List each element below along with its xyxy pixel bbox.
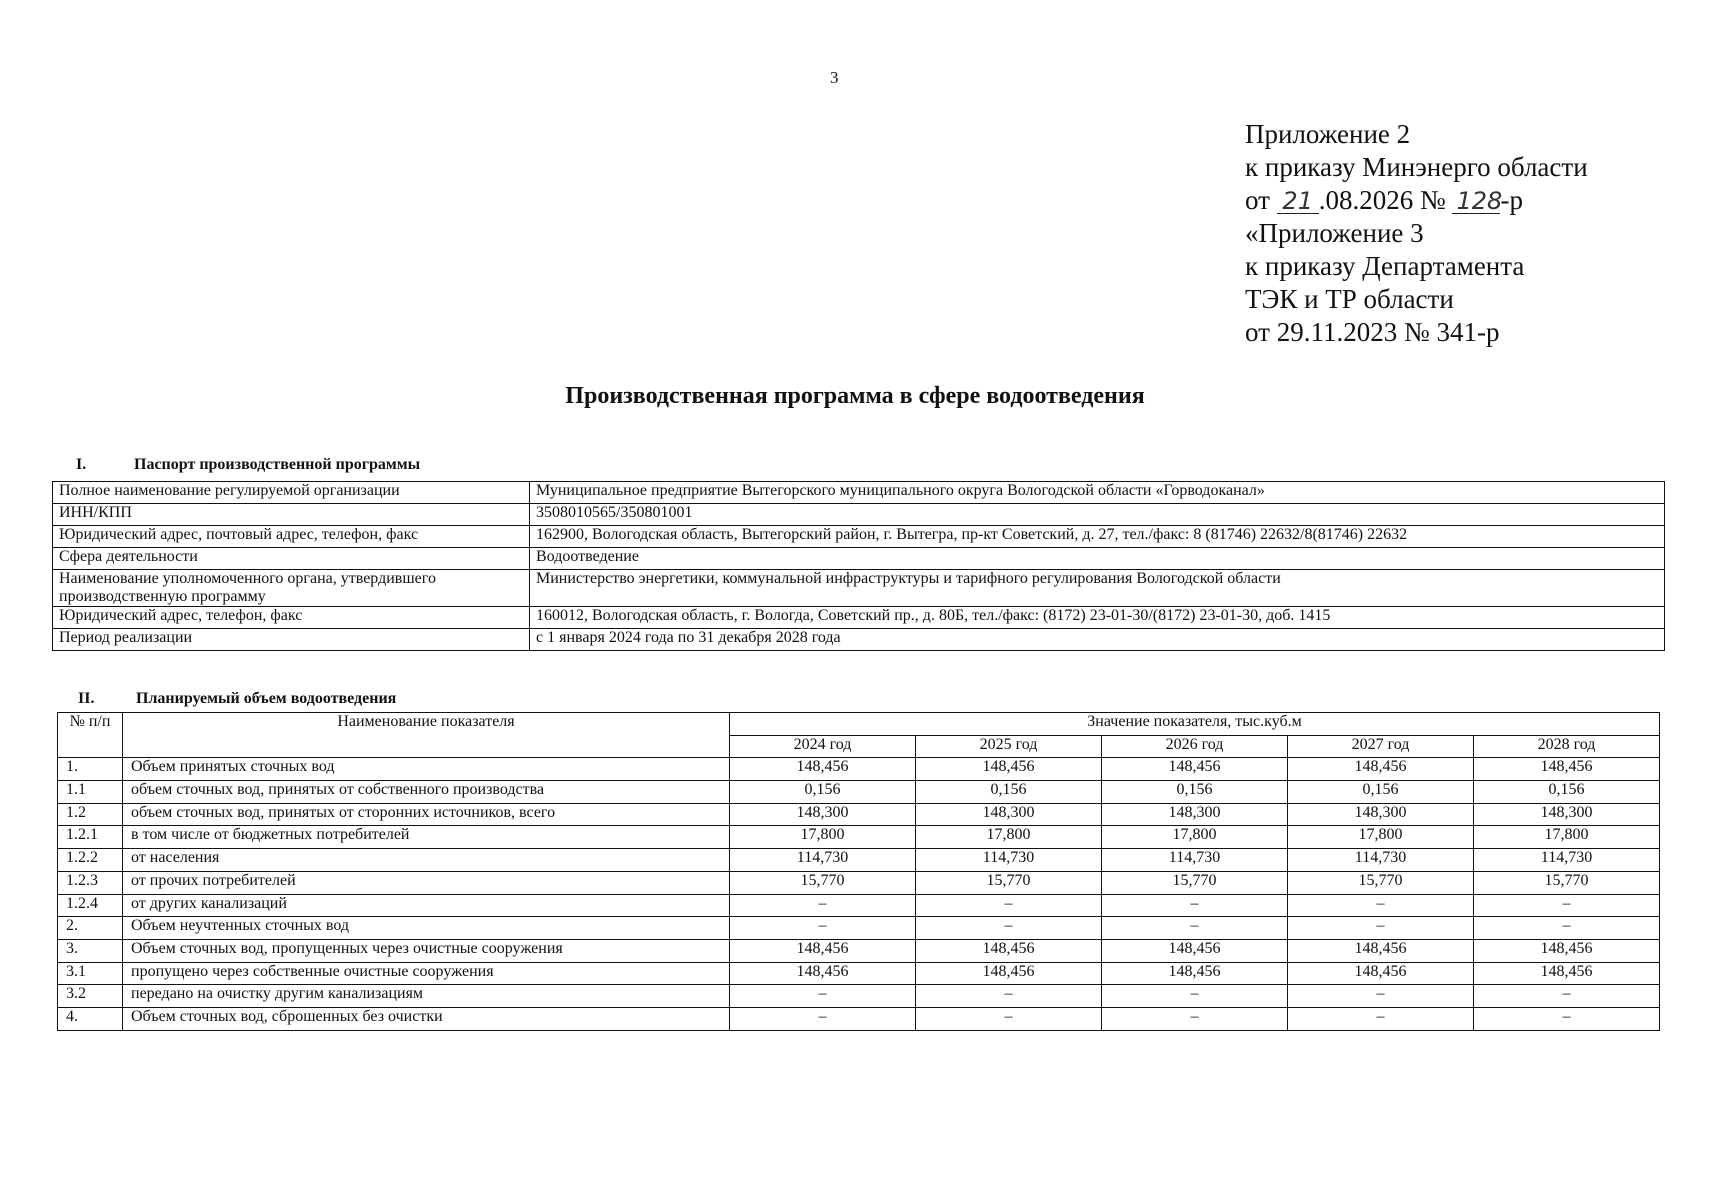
row-value: – [1288, 1007, 1474, 1030]
year-header: 2024 год [730, 735, 916, 758]
row-value: 148,456 [1102, 962, 1288, 985]
year-header: 2027 год [1288, 735, 1474, 758]
row-value: 148,456 [1102, 939, 1288, 962]
passport-row [53, 548, 1665, 570]
section-number: II. [78, 690, 95, 707]
row-value: 114,730 [730, 849, 916, 872]
appendix-line-date: .08.2026 № [1318, 185, 1446, 215]
passport-label: Период реализации [53, 629, 530, 651]
row-value: 114,730 [1474, 849, 1660, 872]
row-name: Объем сточных вод, сброшенных без очистки [123, 1007, 730, 1030]
appendix-line: к приказу Минэнерго области [1245, 152, 1588, 182]
appendix-line: к приказу Департамента [1245, 251, 1525, 281]
passport-label: Сфера деятельности [53, 548, 530, 570]
passport-table [52, 481, 1665, 651]
row-name: от населения [123, 849, 730, 872]
row-name: Объем сточных вод, пропущенных через очистные сооружения [123, 939, 730, 962]
row-value: – [1474, 1007, 1660, 1030]
row-value: 148,456 [1288, 939, 1474, 962]
volume-row [58, 939, 1660, 962]
row-value: 148,300 [1102, 803, 1288, 826]
row-value: 148,456 [1474, 939, 1660, 962]
appendix-line-prefix: от [1245, 185, 1270, 215]
row-value: – [916, 985, 1102, 1008]
section-title: Паспорт производственной программы [134, 456, 421, 473]
row-value: – [1474, 894, 1660, 917]
row-value: – [730, 894, 916, 917]
header-name: Наименование показателя [123, 713, 730, 758]
header-num: № п/п [58, 713, 123, 758]
row-value: – [1474, 917, 1660, 940]
passport-value: 162900, Вологодская область, Вытегорский район, г. Вытегра, пр-кт Советский, д. 27, тел./факс: 8 (81746) 22632/8(81746) 22632 [530, 526, 1665, 548]
passport-row [53, 504, 1665, 526]
appendix-line: от 29.11.2023 № 341-р [1245, 317, 1500, 347]
year-header: 2026 год [1102, 735, 1288, 758]
row-value: 148,456 [730, 758, 916, 781]
section-heading-volume [78, 690, 396, 708]
passport-value: 3508010565/350801001 [530, 504, 1665, 526]
volume-row [58, 985, 1660, 1008]
row-value: 0,156 [1288, 781, 1474, 804]
row-value: 148,456 [730, 962, 916, 985]
row-value: – [730, 985, 916, 1008]
year-header: 2025 год [916, 735, 1102, 758]
row-number: 3.2 [58, 985, 123, 1008]
row-number: 3. [58, 939, 123, 962]
row-value: – [916, 917, 1102, 940]
row-value: 17,800 [1102, 826, 1288, 849]
volume-row [58, 1007, 1660, 1030]
row-value: – [916, 894, 1102, 917]
row-value: 114,730 [916, 849, 1102, 872]
row-value: 15,770 [1102, 871, 1288, 894]
row-value: – [1288, 985, 1474, 1008]
year-header: 2028 год [1474, 735, 1660, 758]
row-name: от других канализаций [123, 894, 730, 917]
row-value: – [730, 917, 916, 940]
row-number: 1.1 [58, 781, 123, 804]
row-value: 17,800 [1474, 826, 1660, 849]
row-number: 4. [58, 1007, 123, 1030]
row-value: 148,300 [1288, 803, 1474, 826]
row-name: объем сточных вод, принятых от сторонних источников, всего [123, 803, 730, 826]
row-value: 0,156 [1474, 781, 1660, 804]
section-title: Планируемый объем водоотведения [136, 690, 397, 707]
passport-row [53, 526, 1665, 548]
row-number: 3.1 [58, 962, 123, 985]
row-value: 148,456 [1474, 758, 1660, 781]
row-value: 148,456 [916, 758, 1102, 781]
row-name: Объем неучтенных сточных вод [123, 917, 730, 940]
row-value: 148,456 [916, 962, 1102, 985]
section-heading-passport [76, 456, 420, 474]
volume-row [58, 803, 1660, 826]
row-value: 0,156 [916, 781, 1102, 804]
row-value: 148,456 [1474, 962, 1660, 985]
row-number: 2. [58, 917, 123, 940]
passport-label: Юридический адрес, почтовый адрес, телефон, факс [53, 526, 530, 548]
appendix-block [1245, 118, 1588, 349]
row-value: – [730, 1007, 916, 1030]
volume-row [58, 894, 1660, 917]
handwritten-number: 128 [1452, 189, 1500, 214]
volume-row [58, 781, 1660, 804]
passport-value: с 1 января 2024 года по 31 декабря 2028 года [530, 629, 1665, 651]
row-number: 1.2.3 [58, 871, 123, 894]
passport-row [53, 482, 1665, 504]
row-name: передано на очистку другим канализациям [123, 985, 730, 1008]
volume-row [58, 849, 1660, 872]
passport-row [53, 607, 1665, 629]
row-name: от прочих потребителей [123, 871, 730, 894]
row-value: 0,156 [1102, 781, 1288, 804]
row-number: 1.2.4 [58, 894, 123, 917]
row-value: 17,800 [916, 826, 1102, 849]
handwritten-day: 21 [1277, 189, 1319, 214]
passport-value: Муниципальное предприятие Вытегорского муниципального округа Вологодской области «Горводоканал» [530, 482, 1665, 504]
row-value: – [1288, 917, 1474, 940]
row-value: 148,300 [916, 803, 1102, 826]
row-value: – [1474, 985, 1660, 1008]
row-name: в том числе от бюджетных потребителей [123, 826, 730, 849]
passport-label: Наименование уполномоченного органа, утвердившего производственную программу [53, 570, 530, 607]
row-name: объем сточных вод, принятых от собственного производства [123, 781, 730, 804]
row-value: 148,456 [916, 939, 1102, 962]
passport-value: Министерство энергетики, коммунальной инфраструктуры и тарифного регулирования Вологодской области [530, 570, 1665, 607]
volume-header-row [58, 713, 1660, 736]
row-value: – [1102, 1007, 1288, 1030]
row-value: 148,300 [1474, 803, 1660, 826]
appendix-line: «Приложение 3 [1245, 218, 1424, 248]
row-value: 148,300 [730, 803, 916, 826]
passport-label: Полное наименование регулируемой организации [53, 482, 530, 504]
row-value: 17,800 [730, 826, 916, 849]
passport-label: ИНН/КПП [53, 504, 530, 526]
row-number: 1.2.1 [58, 826, 123, 849]
passport-label: Юридический адрес, телефон, факс [53, 607, 530, 629]
passport-row [53, 629, 1665, 651]
volume-row [58, 871, 1660, 894]
row-value: 114,730 [1288, 849, 1474, 872]
document-title: Производственная программа в сфере водоотведения [565, 383, 1145, 409]
passport-row [53, 570, 1665, 607]
passport-value: Водоотведение [530, 548, 1665, 570]
row-value: – [1102, 917, 1288, 940]
row-value: – [1102, 894, 1288, 917]
passport-value: 160012, Вологодская область, г. Вологда, Советский пр., д. 80Б, тел./факс: (8172) 23-01-30/(8172) 23-01-30, доб. 1415 [530, 607, 1665, 629]
row-value: 15,770 [916, 871, 1102, 894]
row-value: 148,456 [1288, 758, 1474, 781]
row-name: Объем принятых сточных вод [123, 758, 730, 781]
row-value: – [916, 1007, 1102, 1030]
row-value: 15,770 [1474, 871, 1660, 894]
page-number: 3 [830, 68, 839, 87]
row-value: 0,156 [730, 781, 916, 804]
volume-table [57, 712, 1660, 1031]
row-value: 15,770 [1288, 871, 1474, 894]
row-value: – [1102, 985, 1288, 1008]
row-value: 17,800 [1288, 826, 1474, 849]
appendix-line-suffix: -р [1500, 185, 1523, 215]
row-value: 148,456 [1102, 758, 1288, 781]
appendix-line: ТЭК и ТР области [1245, 284, 1454, 314]
row-value: 148,456 [1288, 962, 1474, 985]
appendix-order-line [1245, 184, 1588, 217]
volume-row [58, 758, 1660, 781]
row-value: 114,730 [1102, 849, 1288, 872]
row-number: 1.2 [58, 803, 123, 826]
row-number: 1. [58, 758, 123, 781]
row-value: – [1288, 894, 1474, 917]
volume-row [58, 826, 1660, 849]
volume-row [58, 917, 1660, 940]
section-number: I. [76, 456, 87, 473]
header-values: Значение показателя, тыс.куб.м [730, 713, 1660, 736]
volume-row [58, 962, 1660, 985]
appendix-line: Приложение 2 [1245, 119, 1411, 149]
row-value: 148,456 [730, 939, 916, 962]
row-name: пропущено через собственные очистные сооружения [123, 962, 730, 985]
row-value: 15,770 [730, 871, 916, 894]
row-number: 1.2.2 [58, 849, 123, 872]
